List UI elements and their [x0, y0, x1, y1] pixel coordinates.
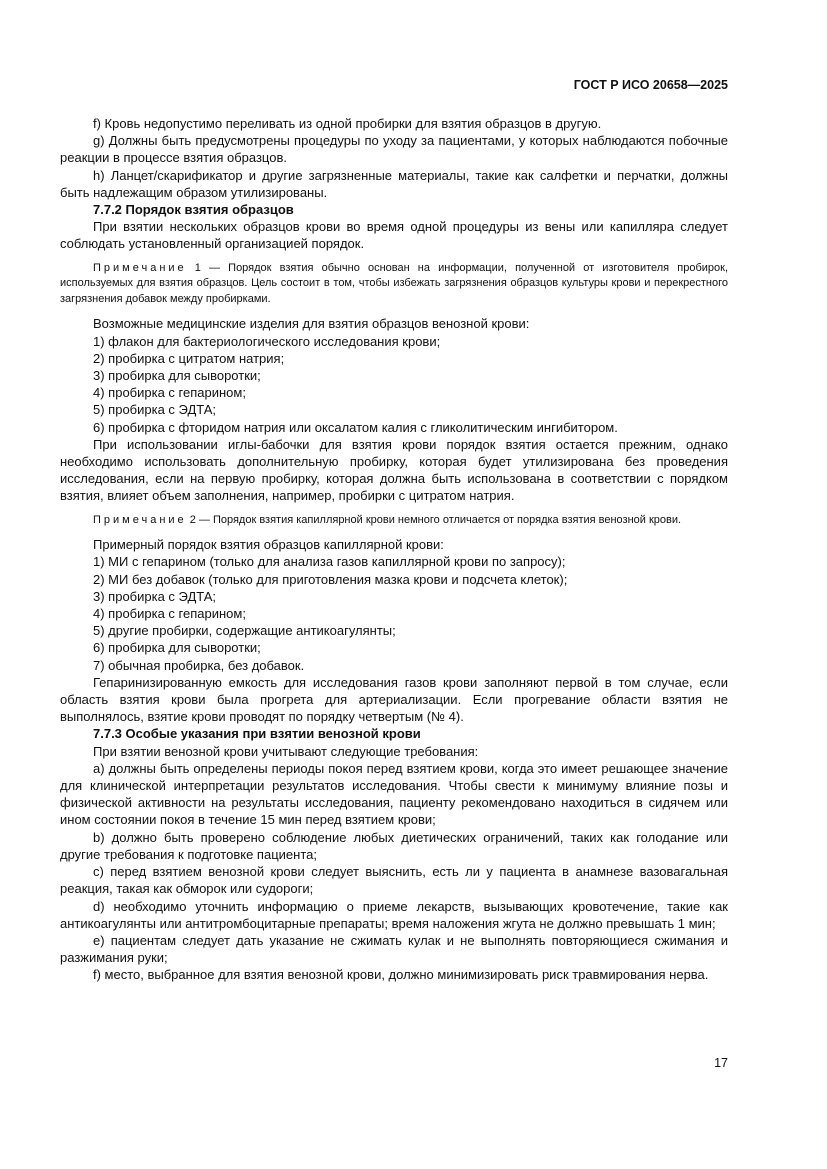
capillary-list-intro: Примерный порядок взятия образцов капиллярной крови:	[93, 537, 444, 553]
capillary-list-item: 4) пробирка с гепарином;	[93, 606, 246, 622]
note-2	[60, 513, 728, 529]
requirement-item-b: b) должно быть проверено соблюдение любых диетических ограничений, таких как голодание или другие требования к подготовке пациента;	[60, 829, 728, 862]
venous-list-item: 2) пробирка с цитратом натрия;	[93, 350, 285, 366]
heparin-paragraph: Гепаринизированную емкость для исследования газов крови заполняют первой в том случае, если область взятия крови была прогрета для артериализации. Если прогревание области взятия не выполнялось, взятие крови проводят по порядку четвертым (№ 4).	[60, 674, 728, 725]
requirement-item-f: f) место, выбранное для взятия венозной крови, должно минимизировать риск травмирования нерва.	[93, 967, 709, 983]
section-7-7-3-intro: При взятии венозной крови учитывают следующие требования:	[93, 743, 479, 759]
venous-list-intro: Возможные медицинские изделия для взятия образцов венозной крови:	[93, 316, 530, 332]
butterfly-needle-paragraph: При использовании иглы-бабочки для взятия крови порядок взятия остается прежним, однако необходимо использовать дополнительную пробирку, которая будет утилизирована без проведения исследования, если на первую пробирку, которая должна быть использована в соответствии с порядком взятия, влияет объем заполнения, например, пробирки с цитратом натрия.	[60, 436, 728, 504]
requirement-item-a: a) должны быть определены периоды покоя перед взятием крови, когда это имеет решающее значение для клинической интерпретации результатов исследования. Чтобы свести к минимуму влияние позы и физической активности на результаты исследования, пациенту рекомендовано находиться в сидячем или ином состоянии покоя в течение 15 мин перед взятием крови;	[60, 760, 728, 828]
requirement-item-c: c) перед взятием венозной крови следует выяснить, есть ли у пациента в анамнезе вазовагальная реакция, такая как обморок или судороги;	[60, 864, 728, 897]
capillary-list-item: 1) МИ с гепарином (только для анализа газов капиллярной крови по запросу);	[93, 554, 566, 570]
requirement-item-e: e) пациентам следует дать указание не сжимать кулак и не выполнять повторяющиеся сжимания и разжимания руки;	[60, 932, 728, 966]
section-7-7-2-intro: При взятии нескольких образцов крови во время одной процедуры из вены или капилляра следует соблюдать установленный организацией порядок.	[60, 219, 728, 252]
venous-list-item: 3) пробирка для сыворотки;	[93, 368, 261, 384]
standard-header: ГОСТ Р ИСО 20658—2025	[573, 78, 728, 92]
venous-list-item: 4) пробирка с гепарином;	[93, 385, 246, 401]
page-content	[60, 115, 728, 984]
capillary-list-item: 5) другие пробирки, содержащие антикоагулянты;	[93, 623, 396, 639]
note-1	[60, 261, 728, 308]
venous-list-item: 1) флакон для бактериологического исследования крови;	[93, 333, 441, 349]
capillary-list-item: 7) обычная пробирка, без добавок.	[93, 657, 305, 673]
capillary-list-item: 6) пробирка для сыворотки;	[93, 640, 261, 656]
section-heading-7-7-3: 7.7.3 Особые указания при взятии венозной крови	[93, 726, 421, 742]
requirement-item-d: d) необходимо уточнить информацию о приеме лекарств, вызывающих кровотечение, такие как антикоагулянты или антитромбоцитарные препараты; время наложения жгута не должно превышать 1 мин;	[60, 898, 728, 931]
paragraph-f: f) Кровь недопустимо переливать из одной пробирки для взятия образцов в другую.	[93, 116, 602, 131]
paragraph-h: h) Ланцет/скарификатор и другие загрязненные материалы, такие как салфетки и перчатки, должны быть надлежащим образом утилизированы.	[60, 167, 728, 200]
note-1-label: Примечание	[93, 261, 187, 274]
note-2-label: Примечание	[93, 513, 187, 526]
capillary-list-item: 2) МИ без добавок (только для приготовления мазка крови и подсчета клеток);	[93, 571, 568, 587]
section-heading-7-7-2: 7.7.2 Порядок взятия образцов	[93, 202, 294, 218]
page-number: 17	[714, 1056, 728, 1070]
paragraph-g: g) Должны быть предусмотрены процедуры по уходу за пациентами, у которых наблюдаются побочные реакции в процессе взятия образцов.	[60, 133, 728, 166]
note-2-text: 2 — Порядок взятия капиллярной крови немного отличается от порядка взятия венозной крови.	[186, 513, 682, 526]
capillary-list-item: 3) пробирка с ЭДТА;	[93, 588, 217, 604]
note-1-text: 1 — Порядок взятия обычно основан на информации, полученной от изготовителя пробирок, используемых для взятия образцов. Цель состоит в том, чтобы избежать загрязнения образцов культуры крови и перекрестного загрязнения добавок между пробирками.	[60, 261, 728, 305]
venous-list-item: 5) пробирка с ЭДТА;	[93, 402, 217, 418]
venous-list-item: 6) пробирка с фторидом натрия или оксалатом калия с гликолитическим ингибитором.	[93, 419, 618, 435]
